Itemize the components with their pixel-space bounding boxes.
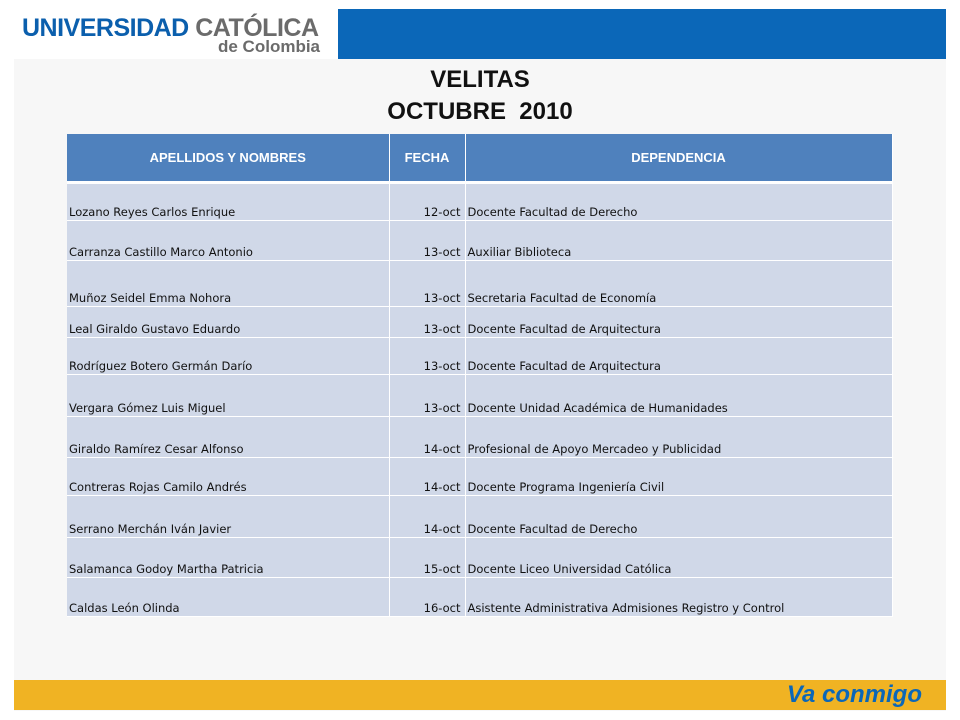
cell-dependencia: Docente Facultad de Arquitectura [465, 307, 892, 338]
column-header-fecha: FECHA [389, 134, 465, 183]
table-row [67, 261, 892, 307]
cell-nombre: Leal Giraldo Gustavo Eduardo [67, 307, 389, 338]
cell-nombre: Contreras Rojas Camilo Andrés [67, 458, 389, 496]
cell-fecha: 13-oct [389, 307, 465, 338]
table-row [67, 221, 892, 261]
table-row [67, 538, 892, 578]
cell-fecha: 14-oct [389, 496, 465, 538]
table-row [67, 307, 892, 338]
logo-subtitle: de Colombia [218, 37, 321, 56]
column-header-dependencia: DEPENDENCIA [465, 134, 892, 183]
cell-dependencia: Profesional de Apoyo Mercadeo y Publicidad [465, 417, 892, 458]
cell-nombre: Caldas León Olinda [67, 578, 389, 617]
cell-fecha: 12-oct [389, 183, 465, 221]
cell-nombre: Rodríguez Botero Germán Darío [67, 338, 389, 375]
cell-dependencia: Docente Liceo Universidad Católica [465, 538, 892, 578]
cell-fecha: 14-oct [389, 417, 465, 458]
table-row [67, 338, 892, 375]
logo-word-universidad: UNIVERSIDAD [22, 14, 189, 42]
cell-dependencia: Auxiliar Biblioteca [465, 221, 892, 261]
cell-dependencia: Asistente Administrativa Admisiones Registro y Control [465, 578, 892, 617]
table-row [67, 458, 892, 496]
cell-nombre: Salamanca Godoy Martha Patricia [67, 538, 389, 578]
cell-dependencia: Docente Programa Ingeniería Civil [465, 458, 892, 496]
page-subtitle: OCTUBRE 2010 [387, 98, 573, 125]
table-row [67, 417, 892, 458]
table-header-row [67, 134, 892, 183]
cell-fecha: 13-oct [389, 375, 465, 417]
table-row [67, 183, 892, 221]
table-row [67, 496, 892, 538]
cell-dependencia: Secretaria Facultad de Economía [465, 261, 892, 307]
column-header-nombres: APELLIDOS Y NOMBRES [67, 134, 389, 183]
cell-fecha: 13-oct [389, 221, 465, 261]
cell-dependencia: Docente Facultad de Derecho [465, 183, 892, 221]
cell-dependencia: Docente Facultad de Arquitectura [465, 338, 892, 375]
table-row [67, 375, 892, 417]
table-row [67, 578, 892, 617]
cell-nombre: Carranza Castillo Marco Antonio [67, 221, 389, 261]
cell-nombre: Giraldo Ramírez Cesar Alfonso [67, 417, 389, 458]
cell-dependencia: Docente Unidad Académica de Humanidades [465, 375, 892, 417]
cell-nombre: Vergara Gómez Luis Miguel [67, 375, 389, 417]
logo-word-catolica: CATÓLICA [195, 14, 319, 42]
birthday-table [67, 134, 893, 617]
cell-nombre: Muñoz Seidel Emma Nohora [67, 261, 389, 307]
slogan: Va conmigo [786, 681, 922, 708]
cell-nombre: Lozano Reyes Carlos Enrique [67, 183, 389, 221]
page-title: VELITAS [430, 66, 530, 93]
cell-nombre: Serrano Merchán Iván Javier [67, 496, 389, 538]
cell-dependencia: Docente Facultad de Derecho [465, 496, 892, 538]
cell-fecha: 13-oct [389, 338, 465, 375]
cell-fecha: 16-oct [389, 578, 465, 617]
cell-fecha: 15-oct [389, 538, 465, 578]
cell-fecha: 13-oct [389, 261, 465, 307]
cell-fecha: 14-oct [389, 458, 465, 496]
